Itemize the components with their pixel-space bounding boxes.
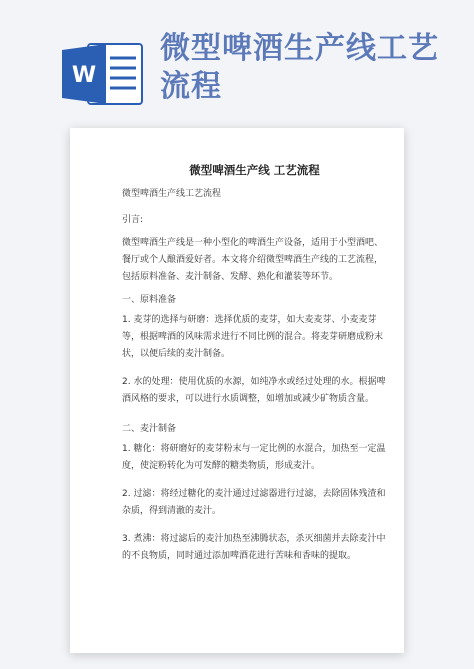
document-page [70,128,404,653]
section2-item-1: 1. 糖化：将研磨好的麦芽粉末与一定比例的水混合，加热至一定温度，使淀粉转化为可发酵的糖类物质，形成麦汁。 [122,444,386,471]
intro-paragraph: 微型啤酒生产线是一种小型化的啤酒生产设备，适用于小型酒吧、餐厅或个人酿酒爱好者。本文将介绍微型啤酒生产线的工艺流程，包括原料准备、麦汁制备、发酵、熟化和灌装等环节。 [122,238,384,282]
section1-item-1: 1. 麦芽的选择与研磨：选择优质的麦芽，如大麦麦芽、小麦麦芽等，根据啤酒的风味需求进行不同比例的混合。将麦芽研磨成粉末状，以便后续的麦汁制备。 [122,315,384,359]
word-icon [60,40,146,108]
section1-item-2: 2. 水的处理：使用优质的水源，如纯净水或经过处理的水。根据啤酒风格的要求，可以进行水质调整，如增加或减少矿物质含量。 [122,377,386,404]
document-subtitle: 微型啤酒生产线工艺流程 [122,189,222,199]
section-heading-2: 二、麦汁制备 [122,424,177,434]
section2-item-2: 2. 过滤：将经过糖化的麦汁通过过滤器进行过滤，去除固体残渣和杂质，得到清澈的麦汁。 [122,489,386,516]
header [0,0,474,130]
section2-item-3: 3. 煮沸：将过滤后的麦汁加热至沸腾状态，杀灭细菌并去除麦汁中的不良物质，同时通过添加啤酒花进行苦味和香味的提取。 [122,534,386,561]
document-title: 微型啤酒生产线 工艺流程 [189,163,320,177]
intro-heading: 引言: [122,215,144,225]
section-heading-1: 一、原料准备 [122,295,177,305]
page-title: 微型啤酒生产线工艺流程 [160,31,439,104]
svg-text:W: W [71,63,97,88]
